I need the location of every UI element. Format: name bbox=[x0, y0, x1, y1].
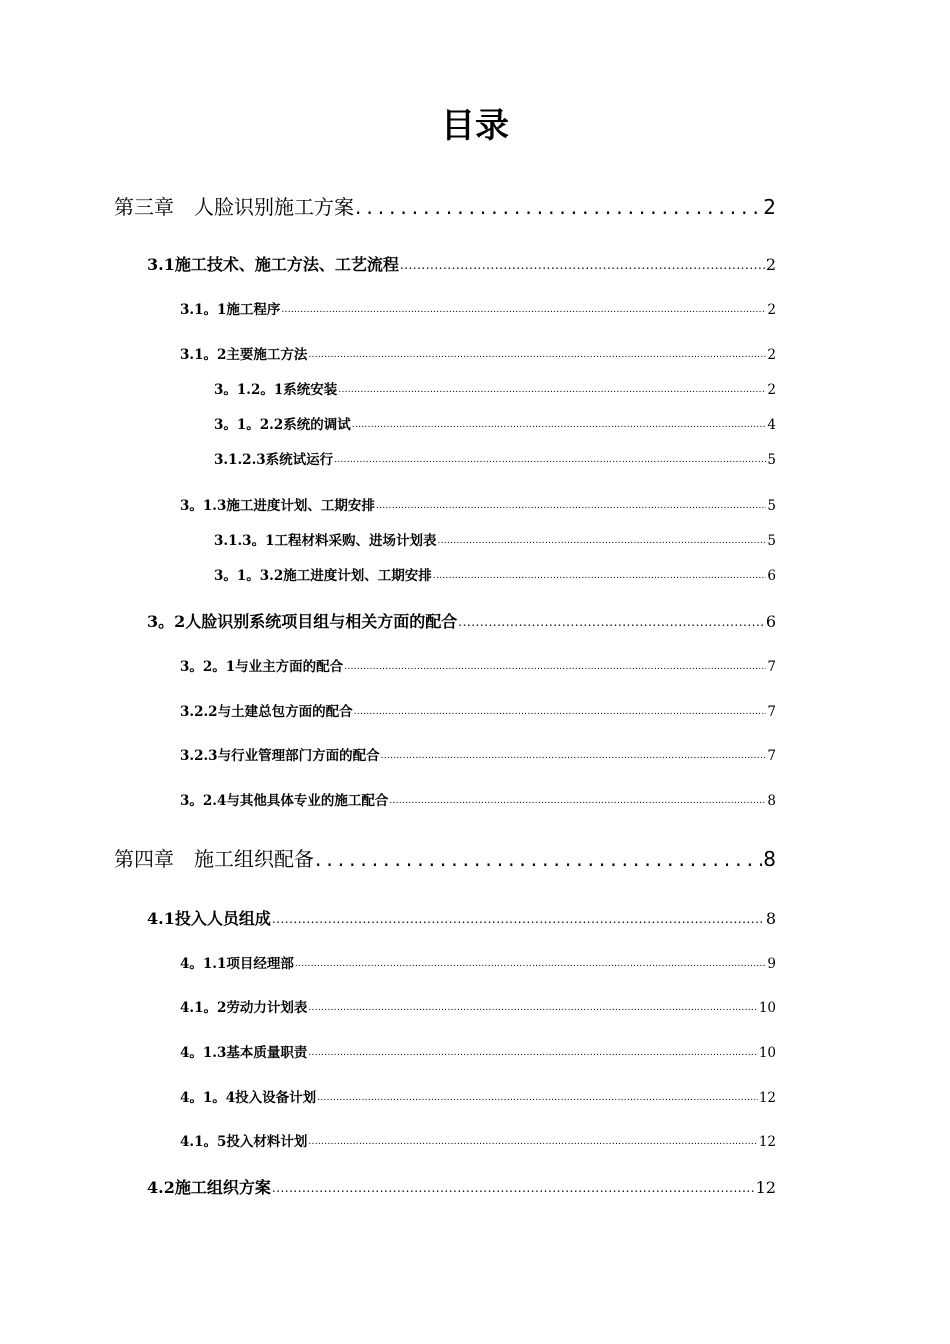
toc-entry-3-1-3-1[interactable] bbox=[214, 531, 776, 551]
toc-page-number: 5 bbox=[767, 452, 776, 468]
toc-page-number: 5 bbox=[767, 533, 776, 549]
toc-dot-leader bbox=[354, 702, 767, 722]
toc-entry-3-2-4[interactable] bbox=[180, 791, 776, 811]
toc-entry-4-2[interactable] bbox=[147, 1177, 776, 1199]
toc-page-number: 7 bbox=[767, 748, 776, 764]
toc-dot-leader bbox=[389, 791, 766, 811]
toc-entry-4-1-3[interactable] bbox=[180, 1043, 776, 1063]
toc-page-number: 2 bbox=[767, 382, 776, 398]
toc-dot-leader bbox=[308, 1132, 757, 1152]
toc-page-number: 6 bbox=[767, 568, 776, 584]
toc-entry-title: 3.2.3与行业管理部门方面的配合 bbox=[180, 748, 380, 764]
toc-dot-leader bbox=[437, 531, 766, 551]
toc-dot-leader bbox=[315, 845, 762, 873]
toc-entry-title: 3。1。2.2系统的调试 bbox=[214, 417, 351, 433]
toc-page-number: 10 bbox=[758, 1000, 776, 1016]
toc-entry-title: 3。2人脸识别系统项目组与相关方面的配合 bbox=[147, 612, 458, 631]
toc-entry-3-2-2[interactable] bbox=[180, 702, 776, 722]
toc-entry-title: 第四章 施工组织配备 bbox=[114, 847, 314, 871]
toc-entry-title: 4。1.3基本质量职责 bbox=[180, 1045, 308, 1061]
toc-dot-leader bbox=[308, 345, 766, 365]
toc-entry-title: 4。1。4投入设备计划 bbox=[180, 1090, 317, 1106]
toc-page-number: 4 bbox=[767, 417, 776, 433]
toc-entry-3-1-3-2[interactable] bbox=[214, 566, 776, 586]
toc-entry-title: 3.1.3。1工程材料采购、进场计划表 bbox=[214, 533, 437, 549]
toc-dot-leader bbox=[295, 954, 767, 974]
toc-entry-title: 3。1.3施工进度计划、工期安排 bbox=[180, 498, 375, 514]
toc-entry-title: 4.1投入人员组成 bbox=[147, 909, 271, 928]
toc-entry-title: 3.1.2.3系统试运行 bbox=[214, 452, 334, 468]
toc-entry-3-1[interactable] bbox=[147, 254, 776, 276]
toc-entry-title: 4.2施工组织方案 bbox=[147, 1178, 271, 1197]
toc-entry-chapter-3[interactable] bbox=[114, 193, 776, 221]
toc-dot-leader bbox=[308, 998, 757, 1018]
toc-entry-title: 4.1。2劳动力计划表 bbox=[180, 1000, 308, 1016]
toc-dot-leader bbox=[433, 566, 767, 586]
toc-dot-leader bbox=[317, 1088, 758, 1108]
page-title: 目录 bbox=[441, 106, 509, 146]
toc-page-number: 6 bbox=[765, 612, 776, 631]
toc-entry-title: 3。2。1与业主方面的配合 bbox=[180, 659, 344, 675]
toc-entry-title: 3。1。3.2施工进度计划、工期安排 bbox=[214, 568, 432, 584]
toc-page-number: 8 bbox=[767, 793, 776, 809]
toc-dot-leader bbox=[400, 254, 765, 276]
toc-page-number: 2 bbox=[767, 347, 776, 363]
toc-entry-4-1-5[interactable] bbox=[180, 1132, 776, 1152]
toc-page-number: 12 bbox=[758, 1134, 776, 1150]
toc-entry-title: 3.1施工技术、施工方法、工艺流程 bbox=[147, 255, 399, 274]
toc-page-number: 9 bbox=[767, 956, 776, 972]
toc-entry-3-1-3[interactable] bbox=[180, 496, 776, 516]
toc-entry-title: 3.1。1施工程序 bbox=[180, 302, 281, 318]
toc-entry-3-1-2-1[interactable] bbox=[214, 380, 776, 400]
toc-entry-3-1-2[interactable] bbox=[180, 345, 776, 365]
toc-page-number: 7 bbox=[767, 704, 776, 720]
toc-page-number: 12 bbox=[755, 1178, 776, 1197]
toc-entry-4-1-2[interactable] bbox=[180, 998, 776, 1018]
toc-entry-title: 3。2.4与其他具体专业的施工配合 bbox=[180, 793, 389, 809]
toc-dot-leader bbox=[338, 380, 766, 400]
toc-entry-chapter-4[interactable] bbox=[114, 845, 776, 873]
toc-entry-3-2[interactable] bbox=[147, 611, 776, 633]
toc-entry-3-1-2-3[interactable] bbox=[214, 450, 776, 470]
toc-page-number: 2 bbox=[767, 302, 776, 318]
toc-dot-leader bbox=[272, 1177, 755, 1199]
toc-dot-leader bbox=[272, 908, 765, 930]
toc-entry-4-1[interactable] bbox=[147, 908, 776, 930]
toc-entry-title: 4。1.1项目经理部 bbox=[180, 956, 294, 972]
toc-dot-leader bbox=[376, 496, 767, 516]
toc-dot-leader bbox=[352, 415, 767, 435]
toc-entry-4-1-1[interactable] bbox=[180, 954, 776, 974]
toc-dot-leader bbox=[381, 746, 767, 766]
toc-dot-leader bbox=[355, 193, 762, 221]
toc-page-number: 8 bbox=[763, 847, 776, 871]
toc-page-number: 2 bbox=[763, 195, 776, 219]
toc-entry-title: 4.1。5投入材料计划 bbox=[180, 1134, 308, 1150]
toc-page-number: 7 bbox=[767, 659, 776, 675]
toc-dot-leader bbox=[334, 450, 766, 470]
toc-page-number: 10 bbox=[758, 1045, 776, 1061]
toc-dot-leader bbox=[344, 657, 766, 677]
toc-entry-3-1-1[interactable] bbox=[180, 300, 776, 320]
toc-page-number: 8 bbox=[765, 909, 776, 928]
toc-entry-title: 3。1.2。1系统安装 bbox=[214, 382, 338, 398]
toc-dot-leader bbox=[458, 611, 765, 633]
toc-dot-leader bbox=[308, 1043, 757, 1063]
toc-entry-3-2-1[interactable] bbox=[180, 657, 776, 677]
toc-entry-3-2-3[interactable] bbox=[180, 746, 776, 766]
toc-entry-title: 3.2.2与土建总包方面的配合 bbox=[180, 704, 353, 720]
toc-entry-4-1-4[interactable] bbox=[180, 1088, 776, 1108]
toc-dot-leader bbox=[281, 300, 766, 320]
toc-page-number: 12 bbox=[758, 1090, 776, 1106]
toc-entry-title: 第三章 人脸识别施工方案 bbox=[114, 195, 354, 219]
toc-entry-3-1-2-2[interactable] bbox=[214, 415, 776, 435]
toc-page-number: 5 bbox=[767, 498, 776, 514]
toc-page-number: 2 bbox=[765, 255, 776, 274]
toc-entry-title: 3.1。2主要施工方法 bbox=[180, 347, 308, 363]
